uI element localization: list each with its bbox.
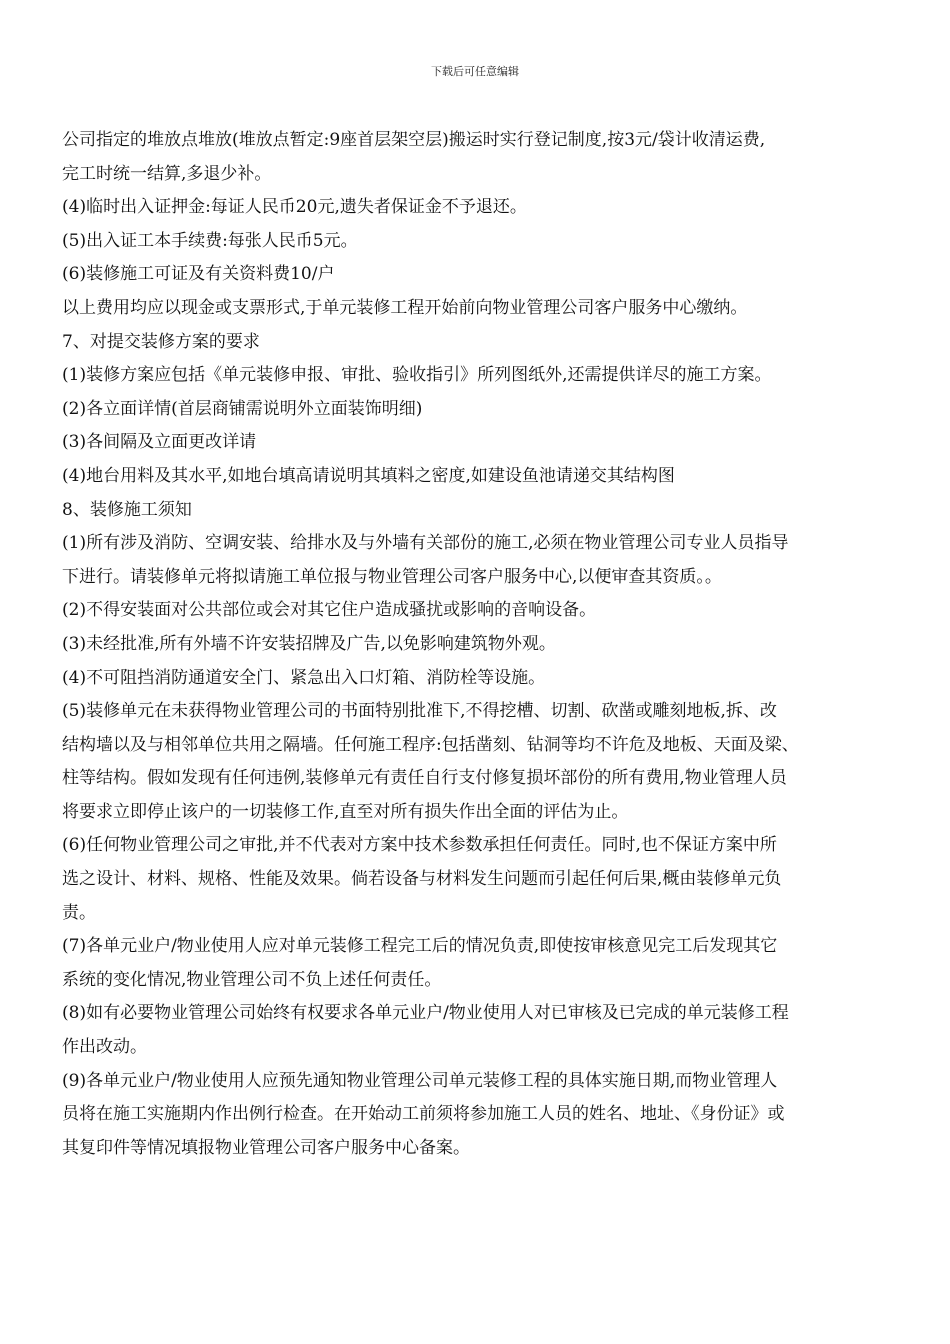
text-line: 柱等结构。假如发现有任何违例,装修单元有责任自行支付修复损坏部份的所有费用,物业管理人员: [62, 768, 787, 789]
text-line: 公司指定的堆放点堆放(堆放点暂定:9座首层架空层)搬运时实行登记制度,按3元/袋计收清运费,: [62, 130, 766, 150]
section-heading: 8、装修施工须知: [62, 499, 192, 520]
text-line: (1)所有涉及消防、空调安装、给排水及与外墙有关部份的施工,必须在物业管理公司专业人员指导: [62, 533, 789, 554]
text-line: (2)不得安装面对公共部位或会对其它住户造成骚扰或影响的音响设备。: [62, 600, 597, 621]
text-line: (2)各立面详情(首层商铺需说明外立面装饰明细): [62, 398, 423, 419]
text-line: (1)装修方案应包括《单元装修申报、审批、验收指引》所列图纸外,还需提供详尽的施工方案。: [62, 365, 772, 386]
text-line: (5)装修单元在未获得物业管理公司的书面特别批准下,不得挖槽、切割、砍凿或雕刻地板,拆、改: [62, 701, 777, 722]
text-line: 将要求立即停止该户的一切装修工作,直至对所有损失作出全面的评估为止。: [62, 801, 629, 822]
text-line: 下进行。请装修单元将拟请施工单位报与物业管理公司客户服务中心,以便审查其资质。。: [62, 566, 722, 587]
page-header: 下载后可任意编辑: [431, 65, 519, 78]
text-line: (4)不可阻挡消防通道安全门、紧急出入口灯箱、消防栓等设施。: [62, 667, 546, 688]
text-line: 员将在施工实施期内作出例行检查。在开始动工前须将参加施工人员的姓名、地址、《身份证》或: [62, 1104, 785, 1125]
text-line: (5)出入证工本手续费:每张人民币5元。: [62, 230, 358, 251]
text-line: (3)未经批准,所有外墙不许安装招牌及广告,以免影响建筑物外观。: [62, 633, 556, 654]
document-body: [62, 124, 892, 1165]
text-line: 系统的变化情况,物业管理公司不负上述任何责任。: [62, 969, 442, 990]
text-line: (9)各单元业户/物业使用人应预先通知物业管理公司单元装修工程的具体实施日期,而物业管理人: [62, 1070, 778, 1091]
text-line: 结构墙以及与相邻单位共用之隔墙。任何施工程序:包括凿刻、钻洞等均不许危及地板、天面及梁、: [62, 734, 799, 755]
text-line: (4)临时出入证押金:每证人民币20元,遗失者保证金不予退还。: [62, 197, 527, 218]
text-line: 其复印件等情况填报物业管理公司客户服务中心备案。: [62, 1137, 470, 1158]
text-line: (7)各单元业户/物业使用人应对单元装修工程完工后的情况负责,即使按审核意见完工后发现其它: [62, 936, 778, 957]
text-line: (6)装修施工可证及有关资料费10/户: [62, 264, 335, 285]
text-line: (4)地台用料及其水平,如地台填高请说明其填料之密度,如建设鱼池请递交其结构图: [62, 465, 675, 486]
text-line: 完工时统一结算,多退少补。: [62, 163, 272, 184]
text-line: (3)各间隔及立面更改详请: [62, 432, 257, 453]
text-line: 责。: [62, 902, 96, 923]
text-line: (8)如有必要物业管理公司始终有权要求各单元业户/物业使用人对已审核及已完成的单元装修工程: [62, 1003, 789, 1024]
text-line: (6)任何物业管理公司之审批,并不代表对方案中技术参数承担任何责任。同时,也不保证方案中所: [62, 835, 777, 856]
section-heading: 7、对提交装修方案的要求: [62, 331, 260, 352]
text-line: 以上费用均应以现金或支票形式,于单元装修工程开始前向物业管理公司客户服务中心缴纳。: [62, 297, 748, 318]
text-line: 作出改动。: [62, 1037, 147, 1058]
text-line: 选之设计、材料、规格、性能及效果。倘若设备与材料发生问题而引起任何后果,概由装修单元负: [62, 869, 782, 890]
